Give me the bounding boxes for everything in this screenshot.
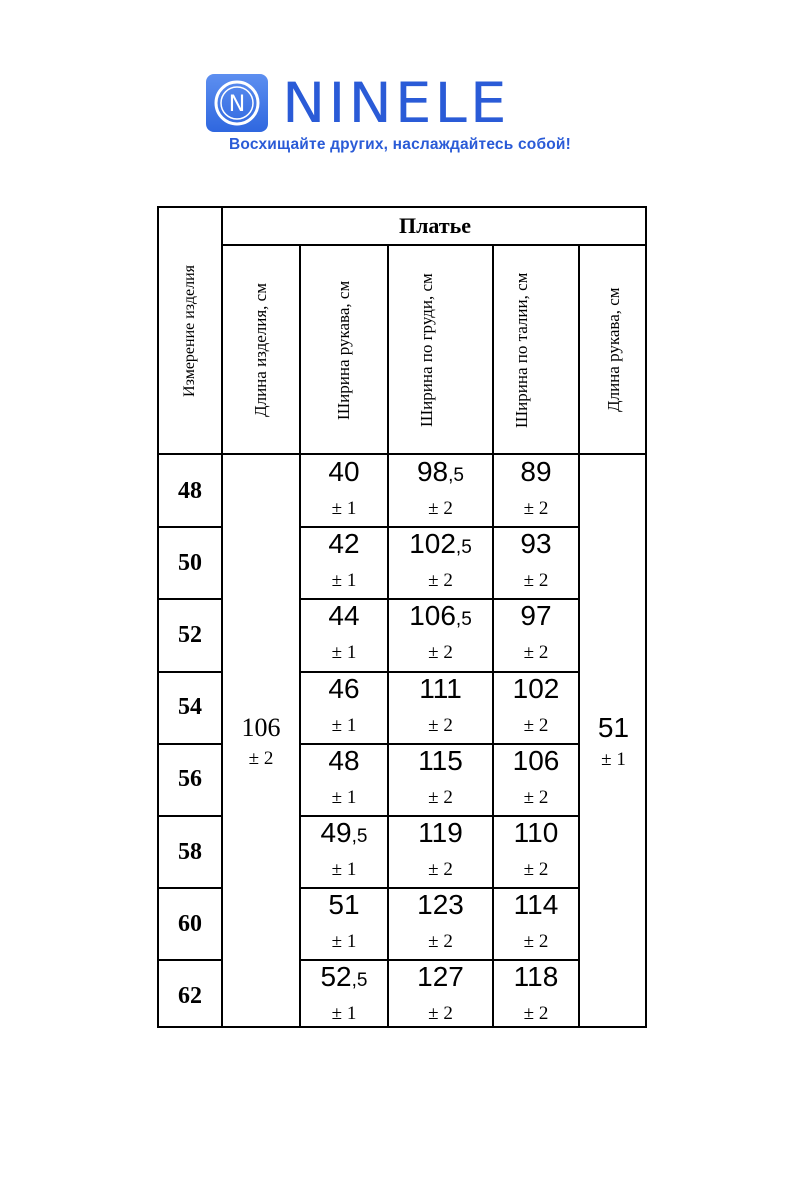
sleeve-value-int: 49 bbox=[320, 817, 352, 848]
waist-value bbox=[513, 671, 560, 711]
sleeve-value-cell bbox=[301, 598, 387, 668]
chest-value-int: 98 bbox=[416, 456, 449, 487]
sleeve-value bbox=[320, 815, 367, 855]
chest-value-int: 106 bbox=[409, 600, 456, 632]
waist-value-cell bbox=[494, 454, 578, 524]
waist-tolerance: ± 2 bbox=[523, 714, 549, 736]
length-value-cell bbox=[223, 455, 299, 1028]
waist-value-cell bbox=[494, 959, 578, 1029]
chest-value-cell bbox=[389, 815, 492, 885]
waist-value bbox=[514, 959, 559, 999]
waist-value-int: 89 bbox=[520, 456, 552, 487]
sleeve-length-tolerance: ± 1 bbox=[601, 748, 626, 770]
sleeve-value-cell bbox=[301, 887, 387, 957]
chest-value-dec: ,5 bbox=[448, 465, 464, 486]
column-header-sleeve-length bbox=[580, 246, 647, 453]
chest-tolerance: ± 2 bbox=[428, 859, 453, 880]
sleeve-value-int: 40 bbox=[328, 456, 360, 487]
brand-logo bbox=[206, 70, 510, 136]
sleeve-value-cell bbox=[301, 526, 387, 596]
chest-value-int: 127 bbox=[417, 961, 464, 993]
size-cell: 58 bbox=[178, 838, 202, 865]
size-cell: 54 bbox=[178, 694, 202, 721]
waist-value-cell bbox=[494, 671, 578, 741]
waist-value-cell bbox=[494, 598, 578, 668]
waist-tolerance: ± 2 bbox=[523, 642, 549, 664]
chest-value bbox=[417, 887, 464, 927]
waist-tolerance: ± 2 bbox=[523, 498, 549, 519]
chest-tolerance: ± 2 bbox=[428, 931, 453, 953]
waist-value-cell bbox=[494, 743, 578, 813]
waist-value bbox=[514, 815, 559, 855]
column-header-waist bbox=[494, 246, 578, 453]
chest-value-cell bbox=[389, 454, 492, 524]
chest-value bbox=[417, 454, 464, 494]
waist-value-int: 93 bbox=[520, 528, 552, 560]
brand-slogan: Восхищайте других, наслаждайтесь собой! bbox=[228, 136, 572, 153]
sleeve-value-int: 51 bbox=[328, 889, 360, 921]
chest-tolerance: ± 2 bbox=[428, 1003, 453, 1025]
sleeve-value-int: 48 bbox=[328, 744, 360, 776]
column-header-chest bbox=[389, 246, 492, 453]
column-header-length bbox=[223, 246, 299, 453]
chest-value-dec: ,5 bbox=[455, 537, 472, 559]
waist-value bbox=[520, 598, 551, 638]
column-header-sleeve-length-label: Длина рукава, см bbox=[603, 287, 623, 412]
sleeve-length-value-cell bbox=[580, 455, 647, 1028]
chest-value-cell bbox=[389, 959, 492, 1029]
chest-value-int: 115 bbox=[418, 744, 463, 776]
waist-value-int: 106 bbox=[512, 744, 560, 776]
column-header-length-label: Длина изделия, см bbox=[251, 282, 270, 417]
brand-name: NINELE bbox=[282, 70, 510, 136]
waist-tolerance: ± 2 bbox=[523, 786, 549, 808]
waist-value-int: 110 bbox=[513, 817, 559, 848]
chest-tolerance: ± 2 bbox=[428, 570, 453, 592]
waist-tolerance: ± 2 bbox=[523, 859, 549, 880]
row-header-cell bbox=[159, 208, 221, 453]
waist-value-cell bbox=[494, 887, 578, 957]
waist-tolerance: ± 2 bbox=[523, 570, 549, 592]
sleeve-value-dec: ,5 bbox=[351, 826, 368, 847]
chest-value-cell bbox=[389, 743, 492, 813]
chest-value bbox=[409, 526, 472, 566]
table-column-divider bbox=[578, 244, 580, 1028]
sleeve-value-cell bbox=[301, 454, 387, 524]
waist-value-cell bbox=[494, 815, 578, 885]
size-chart-table bbox=[157, 206, 647, 1028]
table-title: Платье bbox=[398, 213, 472, 238]
sleeve-tolerance: ± 1 bbox=[331, 786, 357, 808]
chest-value-int: 123 bbox=[417, 889, 464, 921]
sleeve-value-int: 52 bbox=[320, 961, 352, 993]
column-header-chest-label: Ширина по груди, см bbox=[416, 272, 436, 427]
chest-value-int: 111 bbox=[419, 672, 462, 704]
chest-tolerance: ± 2 bbox=[428, 714, 453, 736]
chest-value-int: 102 bbox=[409, 528, 456, 560]
waist-value-int: 102 bbox=[512, 672, 560, 704]
size-cell: 56 bbox=[178, 766, 202, 793]
sleeve-tolerance: ± 1 bbox=[331, 931, 357, 953]
waist-value bbox=[520, 454, 551, 494]
sleeve-tolerance: ± 1 bbox=[331, 642, 357, 664]
chest-value bbox=[419, 671, 462, 711]
chest-value bbox=[409, 598, 472, 638]
chest-value bbox=[418, 815, 463, 855]
sleeve-value-cell bbox=[301, 959, 387, 1029]
waist-tolerance: ± 2 bbox=[523, 1003, 549, 1025]
waist-value-int: 114 bbox=[513, 889, 559, 921]
logo-n-circle-icon bbox=[211, 78, 263, 128]
length-tolerance: ± 2 bbox=[248, 747, 274, 769]
waist-value-cell bbox=[494, 526, 578, 596]
chest-value-dec: ,5 bbox=[455, 609, 472, 631]
sleeve-tolerance: ± 1 bbox=[331, 1003, 357, 1025]
size-cell: 60 bbox=[178, 910, 202, 937]
chest-value-int: 119 bbox=[418, 817, 463, 848]
sleeve-value-int: 42 bbox=[328, 528, 360, 560]
size-cell: 62 bbox=[178, 982, 202, 1009]
chest-value-cell bbox=[389, 526, 492, 596]
sleeve-value-int: 46 bbox=[328, 672, 360, 704]
sleeve-value-dec: ,5 bbox=[351, 970, 368, 992]
table-title-divider bbox=[221, 244, 647, 246]
chest-value-cell bbox=[389, 598, 492, 668]
logo-badge-letter: N bbox=[228, 92, 246, 117]
size-cell: 50 bbox=[178, 549, 202, 576]
waist-value-int: 118 bbox=[513, 961, 559, 993]
length-value: 106 bbox=[241, 712, 281, 742]
waist-value-int: 97 bbox=[520, 600, 552, 632]
row-header-label: Измерение изделия bbox=[181, 264, 198, 397]
chest-value-cell bbox=[389, 671, 492, 741]
table-column-divider bbox=[221, 208, 223, 1028]
sleeve-value bbox=[328, 454, 359, 494]
waist-value bbox=[520, 526, 551, 566]
sleeve-value bbox=[328, 743, 359, 783]
sleeve-value-cell bbox=[301, 671, 387, 741]
sleeve-value bbox=[328, 598, 359, 638]
chest-value bbox=[418, 743, 463, 783]
column-header-sleeve-width-label: Ширина рукава, см bbox=[334, 279, 353, 420]
sleeve-value-cell bbox=[301, 743, 387, 813]
sleeve-value bbox=[328, 887, 359, 927]
sleeve-tolerance: ± 1 bbox=[331, 498, 357, 519]
chest-tolerance: ± 2 bbox=[428, 786, 453, 808]
size-cell: 48 bbox=[178, 477, 202, 504]
sleeve-value bbox=[328, 671, 359, 711]
size-cell: 52 bbox=[178, 621, 202, 648]
column-header-sleeve-width bbox=[301, 246, 387, 453]
sleeve-tolerance: ± 1 bbox=[331, 859, 357, 880]
sleeve-value bbox=[328, 526, 359, 566]
waist-value bbox=[513, 743, 560, 783]
logo-badge bbox=[206, 74, 268, 132]
sleeve-length-value: 51 bbox=[597, 711, 630, 743]
waist-value bbox=[514, 887, 559, 927]
column-header-waist-label: Ширина по талии, см bbox=[512, 271, 531, 428]
chest-tolerance: ± 2 bbox=[428, 642, 453, 664]
sleeve-value-cell bbox=[301, 815, 387, 885]
waist-tolerance: ± 2 bbox=[523, 931, 549, 953]
sleeve-tolerance: ± 1 bbox=[331, 714, 357, 736]
chest-tolerance: ± 2 bbox=[428, 498, 453, 519]
sleeve-value-int: 44 bbox=[328, 600, 360, 632]
chest-value bbox=[417, 959, 464, 999]
sleeve-tolerance: ± 1 bbox=[331, 570, 357, 592]
sleeve-value bbox=[320, 959, 367, 999]
chest-value-cell bbox=[389, 887, 492, 957]
